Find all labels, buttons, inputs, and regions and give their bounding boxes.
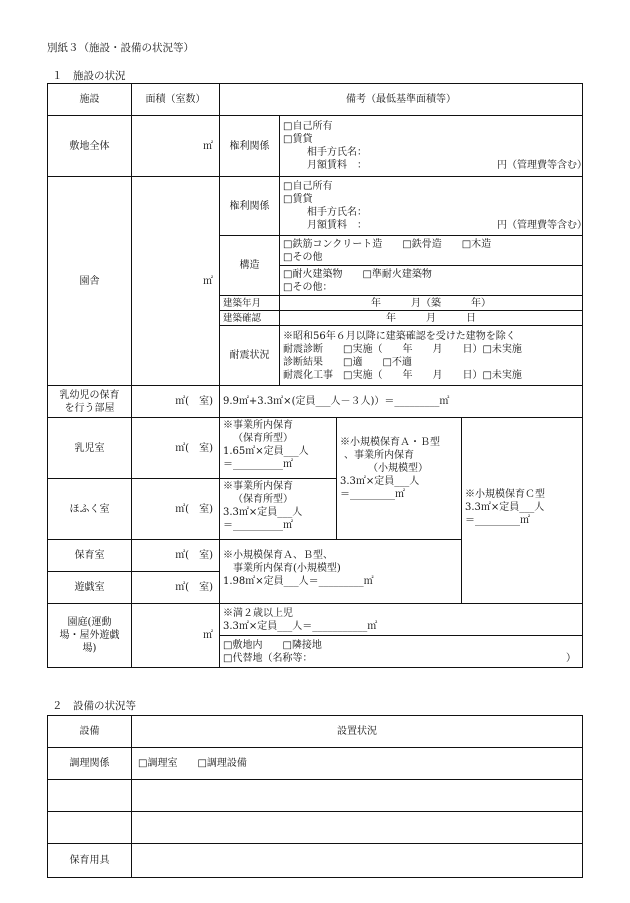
nursery-room-formula: ※小規模保育Ａ、Ｂ型、 事業所内保育(小規模型) 1.98㎡×定員___人＝_________㎡ [220, 540, 462, 604]
childcare-room-unit: ㎡( 室) [132, 386, 220, 418]
header-equipment: 設備 [48, 716, 132, 748]
building-label: 園舎 [48, 177, 132, 386]
equipment-row-label [48, 780, 132, 812]
building-lessor-name: 相手方氏名： [307, 207, 367, 218]
site-label: 敷地全体 [48, 116, 132, 177]
section-1-title: １ 施設の状況 [52, 70, 126, 82]
childcare-supplies-value[interactable] [132, 844, 583, 878]
building-area-unit: ㎡ [132, 177, 220, 386]
playground-formula: ※満２歳以上児 3.3㎡×定員___人＝___________㎡ [220, 604, 583, 636]
playroom-label: 遊戯室 [48, 572, 132, 604]
crawling-room-formula: ※事業所内保育 （保育所型） 3.3㎡×定員___人 ＝__________㎡ [220, 479, 337, 540]
playground-unit: ㎡ [132, 604, 220, 668]
infant-room-unit: ㎡( 室) [132, 418, 220, 479]
cooking-value[interactable]: □調理室 □調理設備 [132, 748, 583, 780]
equipment-row-value[interactable] [132, 812, 583, 844]
infant-room-capacity[interactable]: 1.65㎡×定員___人 [223, 446, 309, 457]
site-lessor-name: 相手方氏名： [307, 147, 367, 158]
site-rights-detail [280, 116, 587, 177]
small-scale-c-area[interactable]: ＝_________㎡ [465, 515, 530, 526]
seismic-result[interactable]: 診断結果 □適 □不適 [283, 356, 412, 368]
seismic-diagnosis[interactable]: 耐震診断 □実施（ 年 月 日）□未実施 [283, 343, 522, 355]
building-rent-checkbox[interactable]: □賃貸 [283, 194, 313, 205]
header-area: 面積（室数） [132, 84, 220, 116]
nursery-room-capacity[interactable]: 1.98㎡×定員___人＝_________㎡ [223, 576, 374, 587]
cooking-label: 調理関係 [48, 748, 132, 780]
small-scale-ab-capacity[interactable]: 3.3㎡×定員___人 [340, 476, 420, 487]
small-scale-c-capacity[interactable]: 3.3㎡×定員___人 [465, 502, 545, 513]
seismic-note: ※昭和56年６月以降に建築確認を受けた建物を除く [283, 330, 516, 342]
seismic-label: 耐震状況 [220, 326, 280, 386]
seismic-detail [280, 326, 583, 386]
header-remarks: 備考（最低基準面積等） [220, 84, 583, 116]
fire-resistance [280, 266, 583, 296]
section-2-title: ２ 設備の状況等 [52, 700, 136, 712]
nursery-room-label: 保育室 [48, 540, 132, 572]
structure-type-options[interactable]: □鉄筋コンクリート造 □鉄骨造 □木造 [283, 238, 492, 250]
playground-location [220, 636, 583, 668]
header-facility: 施設 [48, 84, 132, 116]
site-rights-label: 権利関係 [220, 116, 280, 177]
building-owned-checkbox[interactable]: □自己所有 [283, 181, 333, 192]
building-confirmation-label: 建築確認 [220, 311, 280, 326]
build-date-label: 建築年月 [220, 296, 280, 311]
small-scale-c-formula: ※小規模保育Ｃ型 3.3㎡×定員___人 ＝_________㎡ [462, 418, 583, 604]
crawling-room-capacity[interactable]: 3.3㎡×定員___人 [223, 507, 303, 518]
equipment-row-label [48, 812, 132, 844]
small-scale-ab-area[interactable]: ＝_________㎡ [340, 489, 405, 500]
site-rent-checkbox[interactable]: □賃貸 [283, 134, 313, 145]
seismic-work[interactable]: 耐震化工事 □実施（ 年 月 日）□未実施 [283, 369, 522, 381]
structure-label: 構造 [220, 236, 280, 296]
fire-resistance-options[interactable]: □耐火建築物 □準耐火建築物 [283, 268, 432, 280]
build-date-value[interactable]: 年 月（築 年） [280, 296, 583, 311]
building-rights-detail [280, 177, 587, 236]
playground-capacity[interactable]: 3.3㎡×定員___人＝___________㎡ [223, 620, 378, 632]
structure-type [280, 236, 583, 266]
childcare-supplies-label: 保育用具 [48, 844, 132, 878]
infant-room-label: 乳児室 [48, 418, 132, 479]
infant-room-formula: ※事業所内保育 （保育所型） 1.65㎡×定員___人 ＝__________㎡ [220, 418, 337, 479]
fire-resistance-other[interactable]: □その他： [283, 281, 333, 293]
crawling-room-area[interactable]: ＝__________㎡ [223, 520, 293, 531]
building-monthly-rent: 月額賃料 ： 円（管理費等含む） [307, 220, 587, 231]
structure-type-other[interactable]: □その他 [283, 251, 323, 263]
facility-table [47, 83, 587, 668]
childcare-room-label: 乳幼児の保育 を行う部屋 [48, 386, 132, 418]
crawling-room-unit: ㎡( 室) [132, 479, 220, 540]
equipment-table [47, 715, 583, 878]
playground-label: 園庭(運動 場・屋外遊戯 場) [48, 604, 132, 668]
playroom-unit: ㎡( 室) [132, 572, 220, 604]
equipment-row-value[interactable] [132, 780, 583, 812]
building-confirmation-value[interactable]: 年 月 日 [280, 311, 583, 326]
site-monthly-rent: 月額賃料 ： 円（管理費等含む） [307, 160, 587, 171]
crawling-room-label: ほふく室 [48, 479, 132, 540]
playground-alternative-site[interactable]: □代替地（名称等： ） [223, 652, 576, 664]
childcare-room-formula[interactable]: 9.9㎡+3.3㎡×(定員___人－３人)）＝_________㎡ [220, 386, 583, 418]
site-area-unit: ㎡ [132, 116, 220, 177]
site-owned-checkbox[interactable]: □自己所有 [283, 121, 333, 132]
header-installation-status: 設置状況 [132, 716, 583, 748]
building-rights-label: 権利関係 [220, 177, 280, 236]
small-scale-ab-formula: ※小規模保育Ａ・Ｂ型 、事業所内保育 （小規模型） 3.3㎡×定員___人 ＝_________㎡ [337, 418, 462, 540]
nursery-room-unit: ㎡( 室) [132, 540, 220, 572]
playground-location-options[interactable]: □敷地内 □隣接地 [223, 639, 322, 651]
infant-room-area[interactable]: ＝__________㎡ [223, 459, 293, 470]
document-title: 別紙３（施設・設備の状況等） [47, 42, 194, 54]
